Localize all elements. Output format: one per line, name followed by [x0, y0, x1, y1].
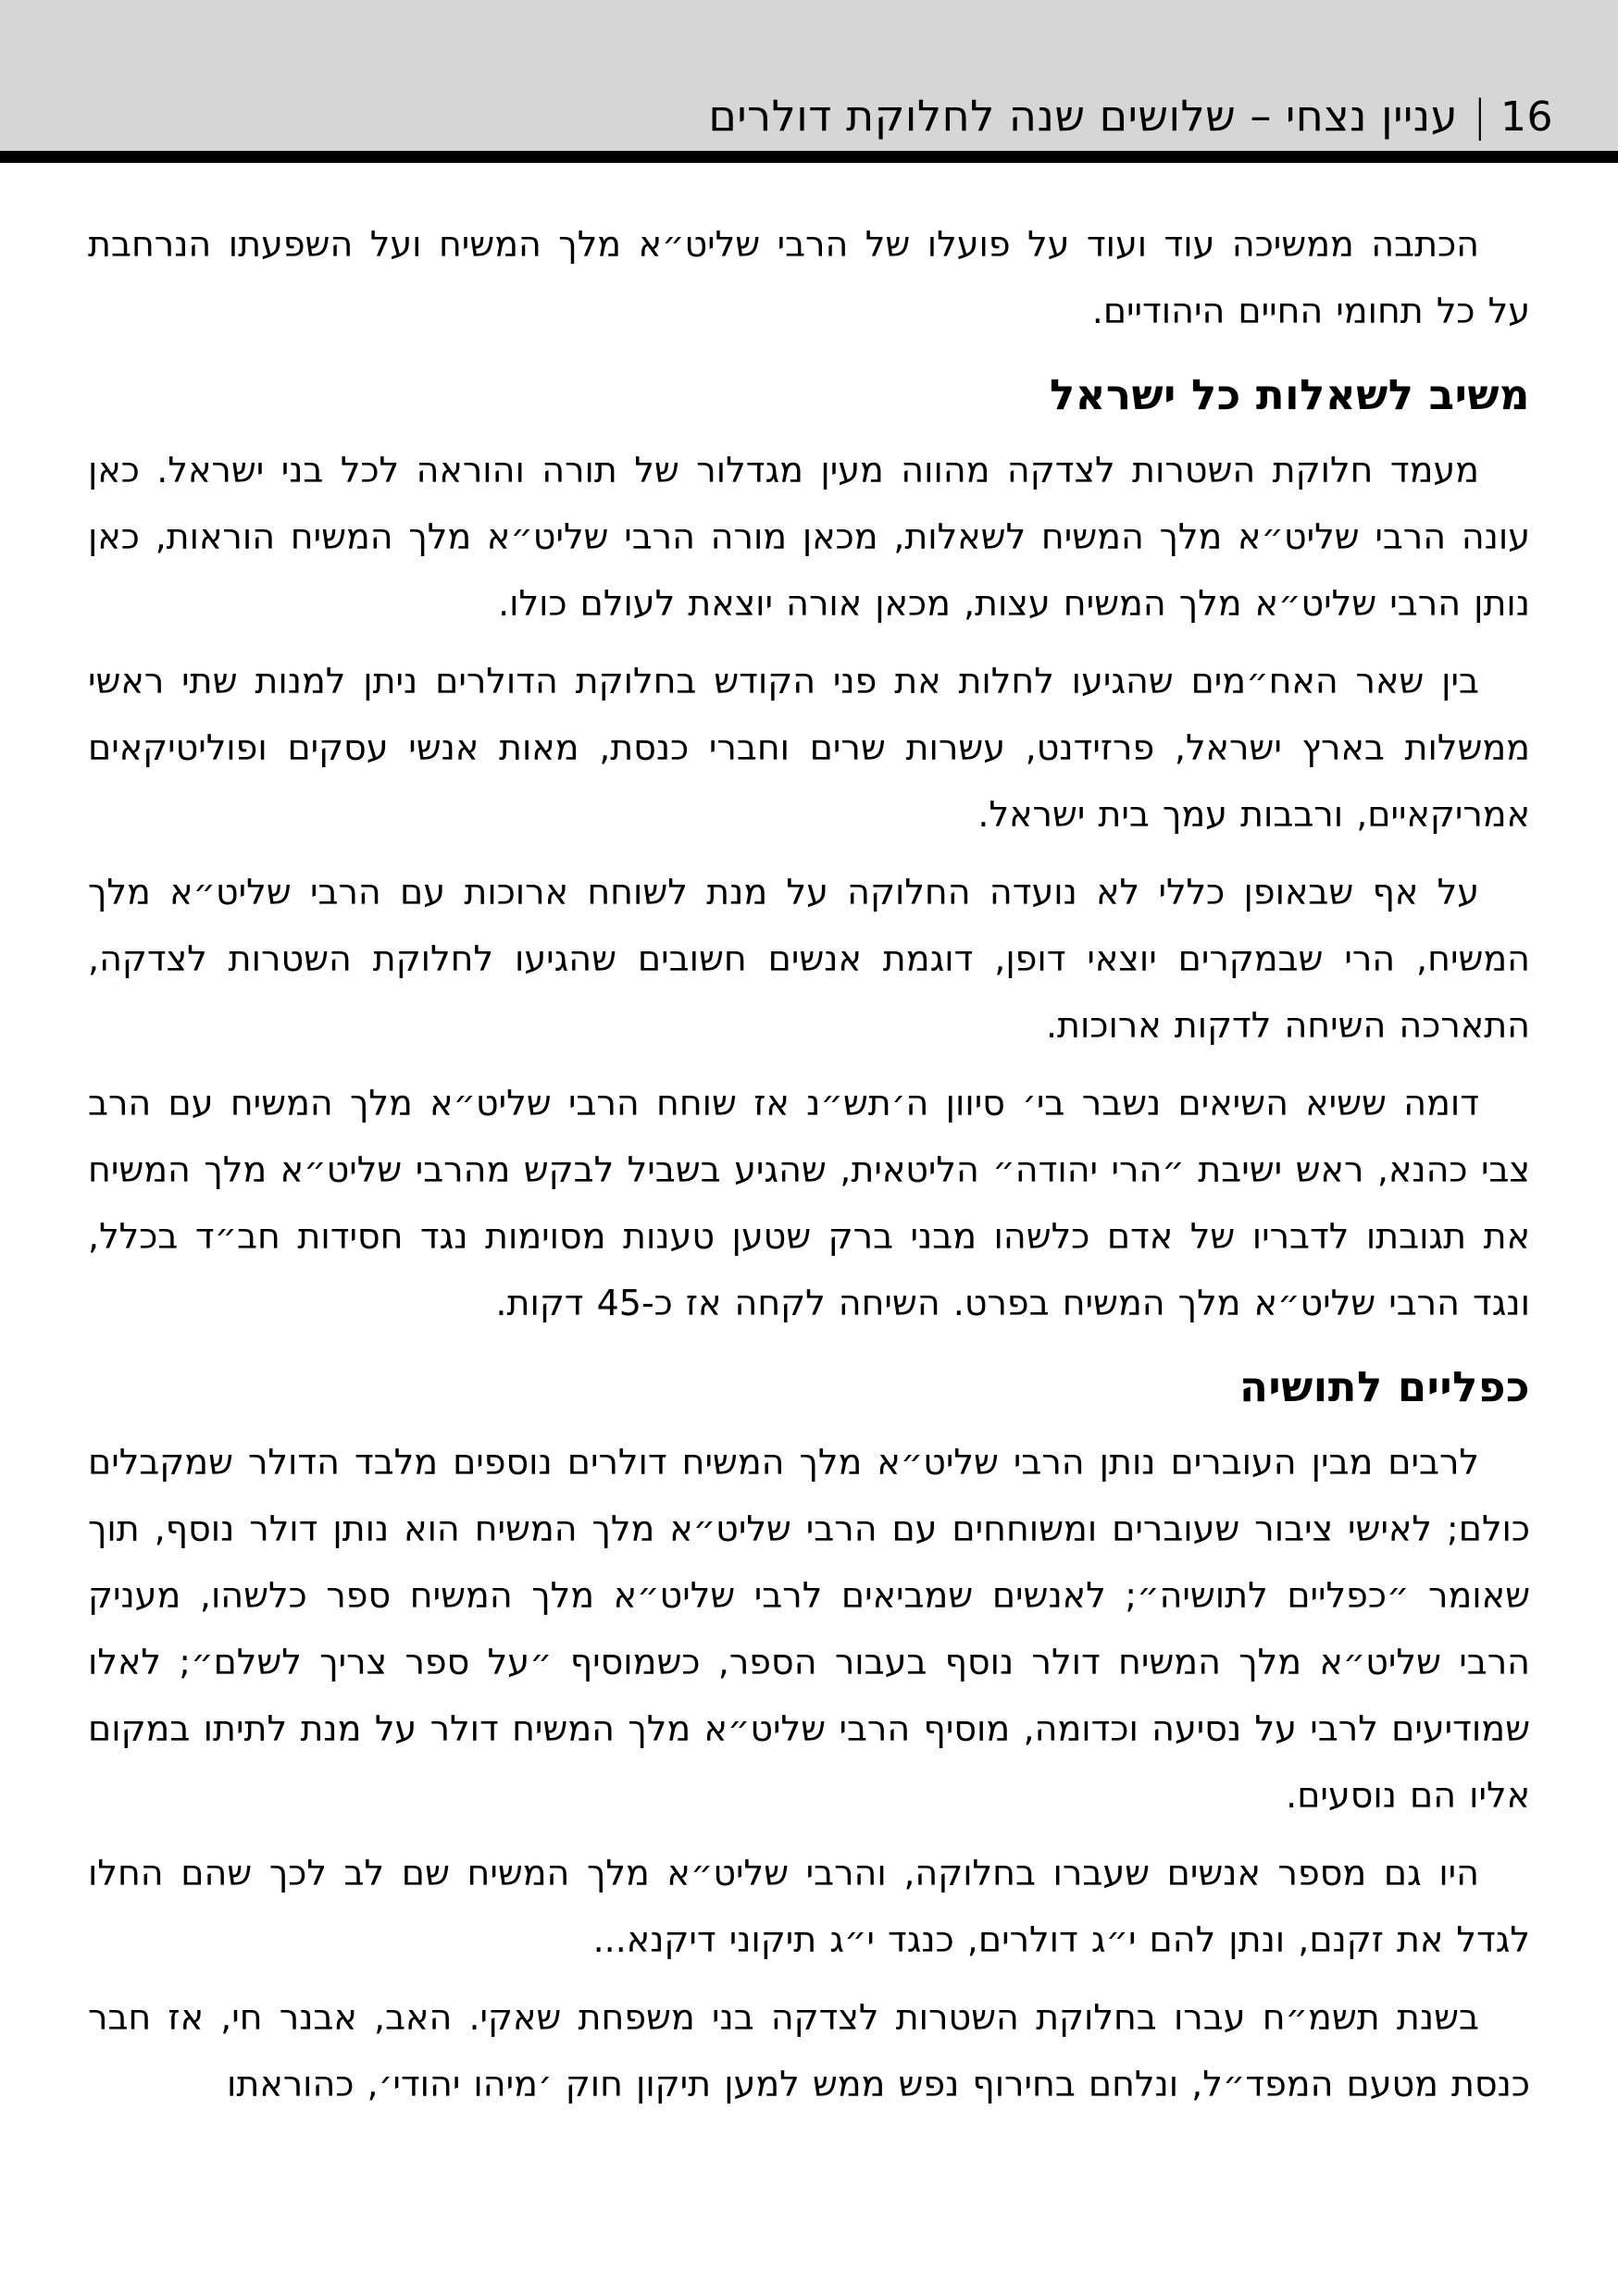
running-header-line	[708, 92, 1553, 142]
paragraph: הכתבה ממשיכה עוד ועוד על פועלו של הרבי שליט״א מלך המשיח ועל השפעתו הנרחבת על כל תחומי החיים היהודיים.	[88, 224, 1530, 331]
section-heading: משיב לשאלות כל ישראל	[1049, 370, 1530, 419]
paragraph: מעמד חלוקת השטרות לצדקה מהווה מעין מגדלור של תורה והוראה לכל בני ישראל. כאן עונה הרבי שליט״א מלך המשיח לשאלות, מכאן מורה הרבי שליט״א מלך המשיח הוראות, כאן נותן הרבי שליט״א מלך המשיח עצות, מכאן אורה יוצאת לעולם כולו.	[88, 450, 1530, 624]
paragraph: לרבים מבין העוברים נותן הרבי שליט״א מלך המשיח דולרים נוספים מלבד הדולר שמקבלים כולם; לאישי ציבור שעוברים ומשוחחים עם הרבי שליט״א מלך המשיח הוא נותן דולר נוסף, תוך שאומר ״כפליים לתושיה״; לאנשים שמביאים לרבי שליט״א מלך המשיח ספר כלשהו, מעניק הרבי שליט״א מלך המשיח דולר נוסף בעבור הספר, כשמוסיף ״על ספר צריך לשלם״; לאלו שמודיעים לרבי על נסיעה וכדומה, מוסיף הרבי שליט״א מלך המשיח דולר על מנת לתיתו במקום אליו הם נוסעים.	[88, 1442, 1530, 1816]
paragraph: היו גם מספר אנשים שעברו בחלוקה, והרבי שליט״א מלך המשיח שם לב לכך שהם החלו לגדל את זקנם, ונתן להם י״ג דולרים, כנגד י״ג תיקוני דיקנא...	[88, 1853, 1530, 1960]
section-heading: כפליים לתושיה	[1238, 1362, 1530, 1411]
paragraph: על אף שבאופן כללי לא נועדה החלוקה על מנת לשוחח ארוכות עם הרבי שליט״א מלך המשיח, הרי שבמקרים יוצאי דופן, דוגמת אנשים חשובים שהגיעו לחלוקת השטרות לצדקה, התארכה השיחה לדקות ארוכות.	[88, 872, 1530, 1046]
running-header	[0, 0, 1618, 151]
header-separator: |	[1473, 91, 1487, 141]
paragraph: דומה ששיא השיאים נשבר בי׳ סיוון ה׳תש״נ אז שוחח הרבי שליט״א מלך המשיח עם הרב צבי כהנא, ראש ישיבת ״הרי יהודה״ הליטאית, שהגיע בשביל לבקש מהרבי שליט״א מלך המשיח את תגובתו לדבריו של אדם כלשהו מבני ברק שטען טענות מסוימות נגד חסידות חב״ד בכלל, ונגד הרבי שליט״א מלך המשיח בפרט. השיחה לקחה אז כ-45 דקות.	[88, 1083, 1530, 1323]
header-title: עניין נצחי – שלושים שנה לחלוקת דולרים	[708, 91, 1458, 141]
page-body	[0, 163, 1618, 2117]
paragraph: בשנת תשמ״ח עברו בחלוקת השטרות לצדקה בני משפחת שאקי. האב, אבנר חי, אז חבר כנסת מטעם המפד״ל, ונלחם בחירוף נפש ממש למען תיקון חוק ׳מיהו יהודי׳, כהוראתו	[88, 1997, 1530, 2104]
header-rule	[0, 151, 1618, 163]
paragraph: בין שאר האח״מים שהגיעו לחלות את פני הקודש בחלוקת הדולרים ניתן למנות שתי ראשי ממשלות בארץ ישראל, פרזידנט, עשרות שרים וחברי כנסת, מאות אנשי עסקים ופוליטיקאים אמריקאיים, ורבבות עמך בית ישראל.	[88, 661, 1530, 835]
page-number: 16	[1500, 93, 1553, 141]
